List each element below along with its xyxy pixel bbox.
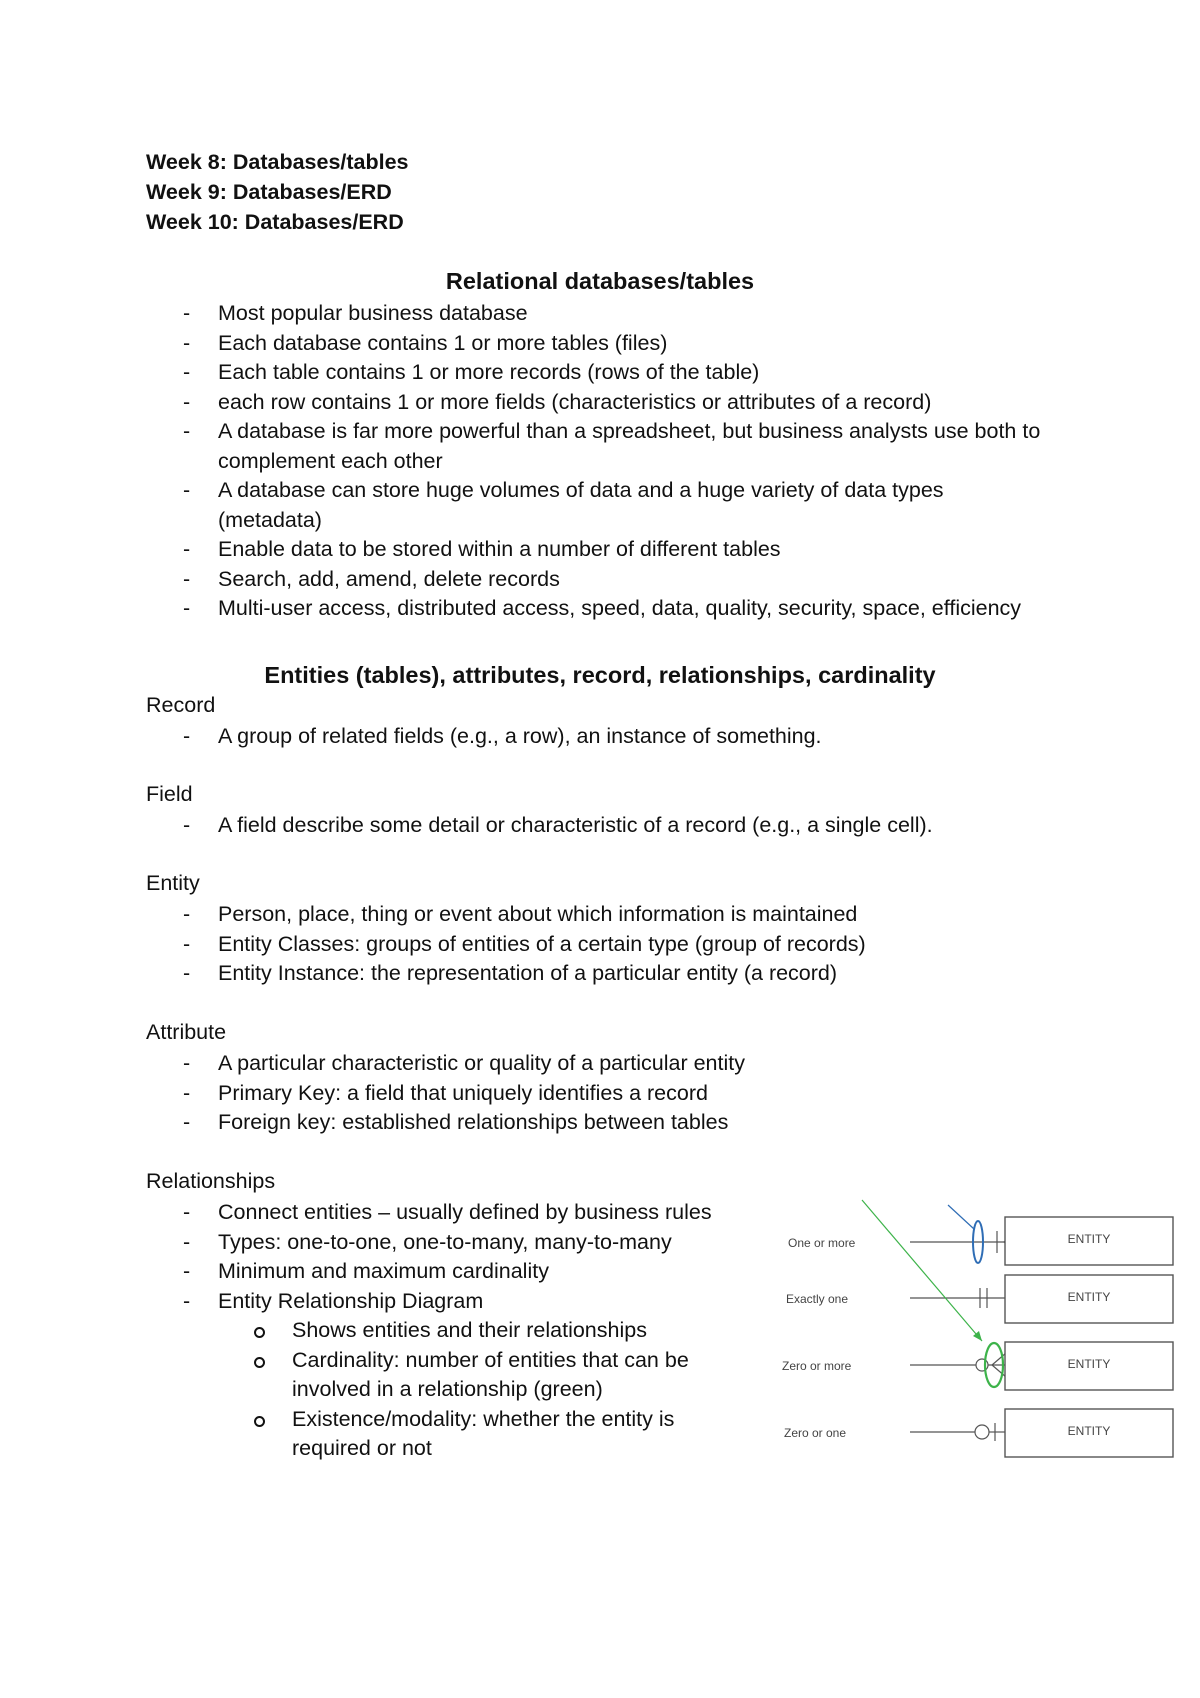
erd-row-label: One or more (788, 1236, 856, 1250)
list-item: - Multi-user access, distributed access, speed, data, quality, security, space, efficiency (183, 596, 1022, 620)
erd-sublist (0, 1316, 760, 1464)
list-item: - Entity Classes: groups of entities of a certain type (group of records) (183, 931, 866, 956)
list-item: - Types: one-to-one, one-to-many, many-to-many (183, 1229, 672, 1254)
list-item: - A group of related fields (e.g., a row), an instance of something. (183, 724, 822, 748)
list-item: - Most popular business database (183, 301, 528, 325)
section-heading-relational: Relational databases/tables (445, 268, 755, 294)
field-label: Field (146, 782, 193, 806)
list-item: - A database is far more powerful than a spreadsheet, but business analysts use both to complement each other (183, 419, 1041, 473)
list-item: - Entity Instance: the representation of a particular entity (a record) (183, 961, 838, 985)
list-item: - Entity Relationship Diagram Shows entities and their relationships Cardinality: number of entities that can be involved in a relationship (green) Existence/modality: whether the entity is required or not (0, 1287, 760, 1464)
section-heading-entities: Entities (tables), attributes, record, relationships, cardinality (264, 662, 936, 688)
list-item: - Enable data to be stored within a number of different tables (183, 537, 781, 561)
entity-list (0, 900, 1050, 989)
list-item: - Primary Key: a field that uniquely identifies a record (183, 1080, 708, 1105)
erd-row-exactly-one (786, 1275, 1173, 1323)
list-item: - Person, place, thing or event about which information is maintained (183, 902, 858, 926)
list-item: - each row contains 1 or more fields (characteristics or attributes of a record) (183, 389, 932, 414)
entity-box-label: ENTITY (1067, 1424, 1111, 1438)
list-item: - A field describe some detail or characteristic of a record (e.g., a single cell). (183, 813, 933, 837)
relationships-list (0, 1198, 760, 1464)
attribute-list (0, 1049, 1050, 1138)
record-label: Record (146, 693, 216, 717)
relationships-label: Relationships (146, 1169, 276, 1193)
list-item: - Minimum and maximum cardinality (183, 1259, 549, 1283)
circle-bullet-icon (254, 1327, 265, 1338)
list-item: - Search, add, amend, delete records (183, 566, 560, 591)
erd-cardinality-figure (770, 1195, 1180, 1475)
list-item: - Connect entities – usually defined by business rules (183, 1200, 712, 1224)
sub-list-item: Existence/modality: whether the entity is required or not (0, 1405, 722, 1464)
week-9-line: Week 9: Databases/ERD (146, 180, 392, 204)
list-item: - Each database contains 1 or more tables (files) (183, 330, 668, 355)
field-list (0, 811, 1050, 841)
attribute-label: Attribute (146, 1020, 227, 1044)
entity-box-label: ENTITY (1067, 1357, 1111, 1371)
relational-list (0, 299, 1050, 624)
circle-bullet-icon (254, 1357, 265, 1368)
week-headers (146, 147, 409, 237)
list-item: - Each table contains 1 or more records (rows of the table) (183, 360, 760, 384)
entity-box-label: ENTITY (1067, 1290, 1111, 1304)
erd-row-label: Zero or more (782, 1359, 852, 1373)
record-list (0, 722, 1050, 752)
list-item: - A database can store huge volumes of data and a huge variety of data types (metadata) (183, 478, 944, 532)
erd-row-one-or-more (788, 1205, 1173, 1265)
week-8-line: Week 8: Databases/tables (146, 150, 409, 174)
sub-list-item: Cardinality: number of entities that can be involved in a relationship (green) (0, 1346, 722, 1405)
week-10-line: Week 10: Databases/ERD (146, 210, 404, 234)
list-item: - A particular characteristic or quality of a particular entity (183, 1051, 745, 1075)
list-item: - Foreign key: established relationships between tables (183, 1110, 729, 1134)
erd-row-label: Exactly one (786, 1292, 849, 1306)
erd-row-zero-or-one (784, 1409, 1173, 1457)
sub-list-item: Shows entities and their relationships (0, 1316, 722, 1346)
erd-row-label: Zero or one (784, 1426, 847, 1440)
entity-label: Entity (146, 871, 200, 895)
circle-bullet-icon (254, 1416, 265, 1427)
entity-box-label: ENTITY (1067, 1232, 1111, 1246)
